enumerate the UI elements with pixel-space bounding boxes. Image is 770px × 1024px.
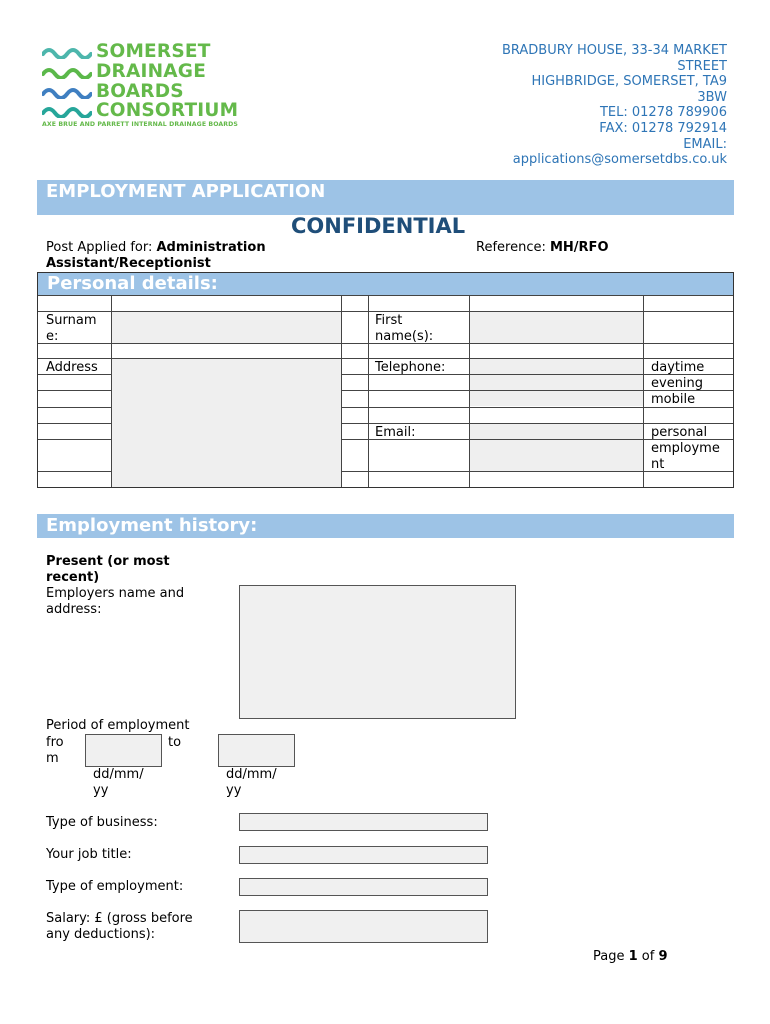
post-applied-label: Post Applied for:	[46, 240, 157, 255]
to-date-format-2: yy	[226, 783, 242, 798]
email-link[interactable]: applications@somersetdbs.co.uk	[512, 152, 727, 168]
logo-row-4	[42, 101, 238, 121]
post-applied-line-1	[46, 240, 266, 256]
reference	[476, 240, 609, 256]
email-label-line: EMAIL:	[683, 136, 727, 152]
table-rule	[38, 439, 111, 440]
surname-label-2: e:	[46, 329, 59, 344]
table-rule	[38, 471, 111, 472]
logo-row-3	[42, 82, 184, 102]
employment-history-title: Employment history:	[46, 515, 258, 536]
email-label: Email:	[375, 425, 416, 440]
employment-email-label-1: employme	[651, 441, 720, 456]
first-name-label-2: name(s):	[375, 329, 434, 344]
logo-tagline: AXE BRUE AND PARRETT INTERNAL DRAINAGE BOARDS	[42, 121, 238, 128]
business-type-label: Type of business:	[46, 815, 158, 830]
table-rule	[38, 295, 733, 296]
personal-details-header	[38, 273, 733, 295]
first-name-label	[375, 313, 433, 345]
post-applied-value: Administration	[156, 240, 266, 255]
employer-address-input[interactable]	[239, 585, 516, 719]
reference-label: Reference:	[476, 240, 550, 255]
page-total: 9	[658, 949, 668, 964]
wave-icon	[42, 45, 92, 59]
table-rule	[38, 423, 111, 424]
surname-label	[46, 313, 96, 345]
page-title: EMPLOYMENT APPLICATION	[46, 181, 326, 202]
personal-details-table	[37, 272, 734, 488]
present-heading-1: Present (or most	[46, 554, 170, 569]
first-name-label-1: First	[375, 313, 403, 328]
table-rule	[469, 295, 470, 487]
logo-line-2: DRAINAGE	[96, 61, 207, 82]
logo-line-1: SOMERSET	[96, 41, 211, 62]
table-rule	[38, 311, 733, 312]
evening-label: evening	[651, 376, 704, 391]
logo-line-4: CONSORTIUM	[96, 100, 239, 121]
address-line: HIGHBRIDGE, SOMERSET, TA9	[531, 74, 727, 90]
salary-label-2: any deductions):	[46, 927, 156, 942]
table-rule	[368, 295, 369, 487]
telephone-label: Telephone:	[375, 360, 446, 375]
telephone-mobile-input[interactable]	[470, 391, 643, 406]
application-title-bar	[37, 180, 734, 215]
from-date-input[interactable]	[85, 734, 162, 767]
job-title-label: Your job title:	[46, 847, 132, 862]
table-rule	[341, 423, 733, 424]
page-current: 1	[628, 949, 638, 964]
employer-label-1: Employers name and	[46, 586, 185, 601]
from-label-1: fro	[46, 735, 64, 750]
table-rule	[341, 295, 342, 487]
wave-icon	[42, 104, 92, 118]
table-rule	[643, 295, 644, 487]
telephone-line: TEL: 01278 789906	[599, 105, 727, 121]
surname-label-1: Surnam	[46, 313, 97, 328]
salary-input[interactable]	[239, 910, 488, 943]
email-employment-input[interactable]	[470, 440, 643, 471]
telephone-daytime-input[interactable]	[470, 359, 643, 374]
to-date-format-1: dd/mm/	[226, 767, 277, 782]
daytime-label: daytime	[651, 360, 705, 375]
contact-address	[447, 43, 727, 168]
table-rule	[38, 358, 733, 359]
fax-line: FAX: 01278 792914	[599, 120, 727, 136]
page-label: Page	[593, 949, 629, 964]
mobile-label: mobile	[651, 392, 696, 407]
address-line: STREET	[677, 58, 727, 74]
present-heading-2: recent)	[46, 570, 100, 585]
employment-type-label: Type of employment:	[46, 879, 184, 894]
address-input[interactable]	[112, 359, 341, 487]
wave-icon	[42, 85, 92, 99]
employment-email-label-2: nt	[651, 457, 665, 472]
to-label: to	[168, 735, 182, 750]
telephone-evening-input[interactable]	[470, 375, 643, 390]
logo-row-2	[42, 62, 206, 82]
personal-email-label: personal	[651, 425, 708, 440]
page-number	[593, 949, 668, 965]
reference-value: MH/RFO	[549, 240, 609, 255]
job-title-input[interactable]	[239, 846, 488, 864]
logo-row-1	[42, 42, 211, 62]
page-of-label: of	[637, 949, 659, 964]
surname-input[interactable]	[112, 312, 341, 343]
employment-email-label	[651, 441, 720, 473]
employer-label-2: address:	[46, 602, 102, 617]
period-label: Period of employment	[46, 718, 190, 733]
wave-icon	[42, 65, 92, 79]
from-date-format-2: yy	[93, 783, 109, 798]
email-personal-input[interactable]	[470, 424, 643, 439]
to-date-input[interactable]	[218, 734, 295, 767]
address-label: Address	[46, 360, 98, 375]
business-type-input[interactable]	[239, 813, 488, 831]
address-line: BRADBURY HOUSE, 33-34 MARKET	[501, 43, 727, 58]
personal-details-title: Personal details:	[47, 273, 218, 294]
from-label-2: m	[46, 751, 59, 766]
address-line: 3BW	[697, 89, 727, 105]
table-rule	[111, 295, 112, 487]
logo-line-3: BOARDS	[96, 81, 184, 102]
post-applied-value-2: Assistant/Receptionist	[46, 256, 211, 271]
table-rule	[38, 390, 111, 391]
table-rule	[38, 407, 111, 408]
employment-type-input[interactable]	[239, 878, 488, 896]
salary-label-1: Salary: £ (gross before	[46, 911, 193, 926]
confidential-heading: CONFIDENTIAL	[291, 214, 466, 238]
employment-history-bar	[37, 514, 734, 538]
first-name-input[interactable]	[470, 312, 643, 343]
from-date-format-1: dd/mm/	[93, 767, 144, 782]
